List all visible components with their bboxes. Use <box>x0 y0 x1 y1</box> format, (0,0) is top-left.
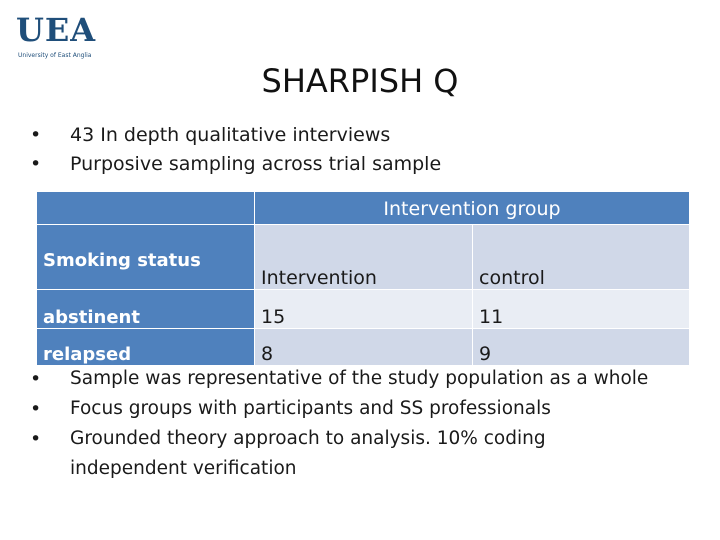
bullet-icon: • <box>30 368 42 390</box>
uea-logo <box>16 12 96 64</box>
bullet-item <box>30 394 720 424</box>
group-header: Intervention group <box>255 192 690 225</box>
bullet-text: Sample was representative of the study population as a whole <box>70 368 649 389</box>
bullet-icon: • <box>30 398 42 420</box>
row-label: relapsed <box>37 329 255 366</box>
table-subheader-row <box>37 225 690 290</box>
table-cell: 15 <box>255 290 473 329</box>
bullet-text: Grounded theory approach to analysis. 10% coding independent verification <box>70 428 546 479</box>
bullet-item <box>30 364 720 394</box>
bullet-icon: • <box>30 428 42 450</box>
row-header: Smoking status <box>37 225 255 290</box>
logo-subtitle: University of East Anglia <box>18 52 92 59</box>
bullet-item <box>30 150 710 179</box>
table-row <box>37 290 690 329</box>
bullet-text: Focus groups with participants and SS professionals <box>70 398 551 419</box>
bullet-text: 43 In depth qualitative interviews <box>70 124 391 146</box>
logo-mark: UEA <box>16 11 97 49</box>
sample-table <box>36 191 690 366</box>
bottom-bullet-list <box>30 364 720 484</box>
table-cell: 11 <box>473 290 690 329</box>
table-header-row <box>37 192 690 225</box>
column-header: Intervention <box>255 225 473 290</box>
bullet-text: Purposive sampling across trial sample <box>70 153 442 175</box>
bullet-item <box>30 121 710 150</box>
table-header-empty <box>37 192 255 225</box>
table-row <box>37 329 690 366</box>
top-bullet-list <box>30 121 710 179</box>
table-cell: 8 <box>255 329 473 366</box>
column-header: control <box>473 225 690 290</box>
slide-title: SHARPISH Q <box>261 62 459 100</box>
bullet-item <box>30 424 720 484</box>
row-label: abstinent <box>37 290 255 329</box>
table-cell: 9 <box>473 329 690 366</box>
bullet-icon: • <box>30 153 42 175</box>
bullet-icon: • <box>30 124 42 146</box>
